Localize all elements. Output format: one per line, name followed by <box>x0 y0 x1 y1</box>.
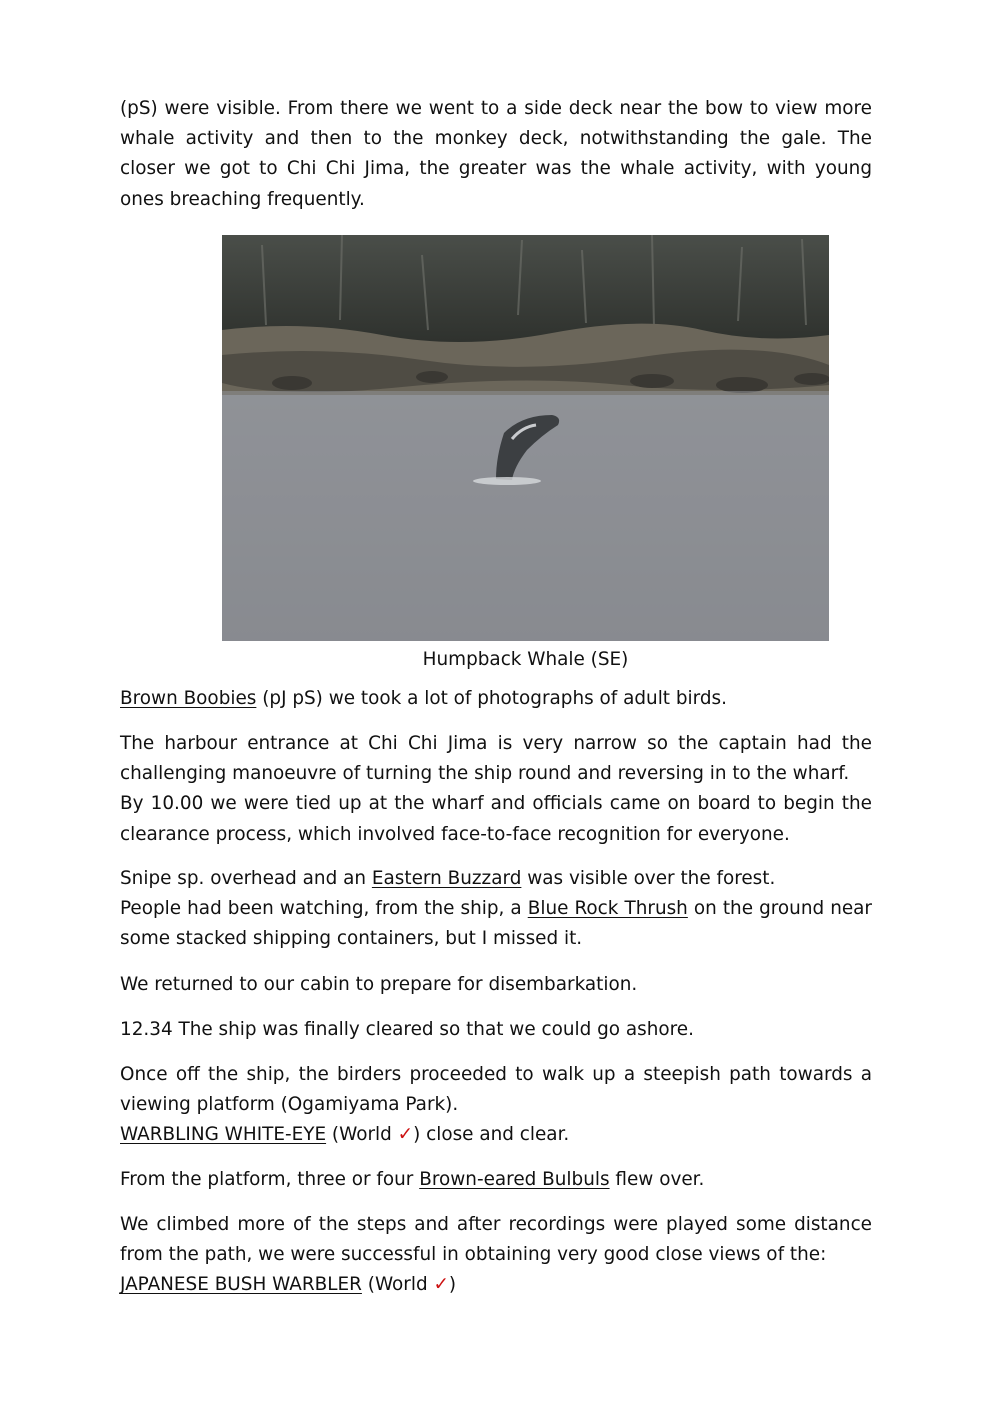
species-brown-eared-bulbuls: Brown-eared Bulbuls <box>419 1169 610 1190</box>
boobies-text: (pJ pS) we took a lot of photographs of adult birds. <box>256 688 727 709</box>
whale-breach-image <box>222 235 829 641</box>
warbler-text-post: ) <box>448 1274 457 1296</box>
boobies-paragraph <box>120 684 872 714</box>
intro-paragraph: (pS) were visible. From there we went to a side deck near the bow to view more whale activity and then to the monkey deck, notwithstanding the gale. The closer we got to Chi Chi Jima, the greater was the whale activity, with young ones breaching frequently. <box>120 98 872 210</box>
snipe-text-pre: Snipe sp. overhead and an <box>120 868 372 889</box>
snipe-line <box>120 864 872 894</box>
people-line <box>120 894 872 954</box>
species-blue-rock-thrush: Blue Rock Thrush <box>527 898 688 920</box>
harbour-line-1: The harbour entrance at Chi Chi Jima is very narrow so the captain had the challenging manoeuvre of turning the ship round and reversing in to the wharf. <box>120 733 872 785</box>
ashore-text: Once off the ship, the birders proceeded to walk up a steepish path towards a viewing platform (Ogamiyama Park). <box>120 1064 872 1116</box>
snipe-text-post: was visible over the forest. <box>521 868 776 889</box>
warbler-paragraph <box>120 1210 872 1301</box>
snipe-paragraph <box>120 864 872 955</box>
world-label: (World <box>361 1274 434 1296</box>
people-text-pre: People had been watching, from the ship, a <box>120 898 528 920</box>
bulbul-paragraph <box>120 1165 872 1195</box>
cleared-paragraph: 12.34 The ship was finally cleared so that we could go ashore. <box>120 1019 694 1040</box>
species-japanese-bush-warbler: JAPANESE BUSH WARBLER <box>120 1274 362 1296</box>
species-warbling-white-eye: WARBLING WHITE-EYE <box>120 1124 327 1146</box>
photo-caption: Humpback Whale (SE) <box>422 649 629 670</box>
white-eye-text-post: ) close and clear. <box>413 1124 570 1146</box>
white-eye-line <box>120 1120 872 1150</box>
harbour-line-2: By 10.00 we were tied up at the wharf and officials came on board to begin the clearance process, which involved face-to-face recognition for everyone. <box>120 793 872 845</box>
world-label: (World <box>326 1124 398 1146</box>
cabin-paragraph: We returned to our cabin to prepare for disembarkation. <box>120 974 638 995</box>
people-text-post: on the ground near some stacked shipping containers, but I missed it. <box>120 898 872 950</box>
checkmark-icon: ✓ <box>397 1124 414 1146</box>
bulbul-text-pre: From the platform, three or four <box>120 1169 420 1190</box>
warbler-text: We climbed more of the steps and after recordings were played some distance from the path, we were successful in obtaining very good close views of the: <box>120 1214 872 1266</box>
humpback-whale-photo <box>222 235 829 641</box>
harbour-paragraph <box>120 729 872 850</box>
bush-warbler-line <box>120 1270 872 1300</box>
checkmark-icon: ✓ <box>433 1274 449 1296</box>
bulbul-text-post: flew over. <box>609 1169 705 1190</box>
species-brown-boobies: Brown Boobies <box>120 688 257 709</box>
ashore-paragraph <box>120 1060 872 1151</box>
species-eastern-buzzard: Eastern Buzzard <box>371 868 522 889</box>
